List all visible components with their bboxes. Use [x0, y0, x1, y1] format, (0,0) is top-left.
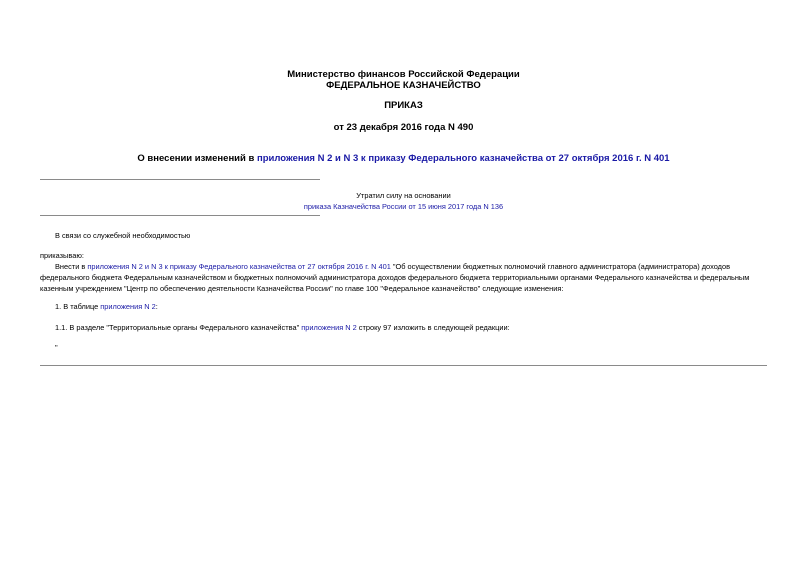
- opening-quote: ": [55, 343, 58, 352]
- agency-name: ФЕДЕРАЛЬНОЕ КАЗНАЧЕЙСТВО: [326, 80, 481, 91]
- amendment-text: "Об осуществлении бюджетных полномочий главного администратора (администратора) доходов федерального бюджета Федеральным казначейством и бюджетных полномочий администратора доходов федерального бюджета территориальными органами Федерального казначейства и федеральным казенным учреждением "Центр по обеспечению деятельности Казначейства России" по главе 100 "Федеральное казначейство" следующие изменения:: [40, 262, 750, 294]
- paragraph-item-1-1: [40, 322, 775, 333]
- divider-top: [40, 179, 320, 180]
- paragraph-amendment: [40, 261, 775, 295]
- item-1-1-suffix: строку 97 изложить в следующей редакции:: [356, 323, 510, 332]
- item-1-prefix: 1. В таблице: [55, 302, 101, 311]
- status-link[interactable]: приказа Казначейства России от 15 июня 2017 года N 136: [303, 202, 504, 211]
- status-note: Утратил силу на основании: [356, 191, 451, 200]
- amendment-link[interactable]: приложения N 2 и N 3 к приказу Федерального казначейства от 27 октября 2016 г. N 401: [87, 262, 391, 271]
- title-link[interactable]: приложения N 2 и N 3 к приказу Федерального казначейства от 27 октября 2016 г. N 401: [256, 153, 670, 164]
- order-word: приказываю:: [40, 251, 84, 260]
- document-date: от 23 декабря 2016 года N 490: [333, 122, 474, 133]
- document-type: ПРИКАЗ: [384, 100, 423, 111]
- divider-bottom: [40, 215, 320, 216]
- divider-end: [40, 365, 767, 366]
- item-1-link[interactable]: приложения N 2: [100, 302, 156, 311]
- item-1-suffix: :: [155, 302, 158, 311]
- intro-paragraph: В связи со служебной необходимостью: [55, 231, 191, 240]
- paragraph-item-1: [40, 301, 775, 312]
- item-1-1-link[interactable]: приложения N 2: [301, 323, 357, 332]
- amendment-prefix: Внести в: [55, 262, 88, 271]
- ministry-name: Министерство финансов Российской Федерации: [287, 69, 520, 80]
- item-1-1-prefix: 1.1. В разделе "Территориальные органы Федерального казначейства": [55, 323, 302, 332]
- document-title: [0, 153, 807, 164]
- title-prefix: О внесении изменений в: [137, 153, 257, 164]
